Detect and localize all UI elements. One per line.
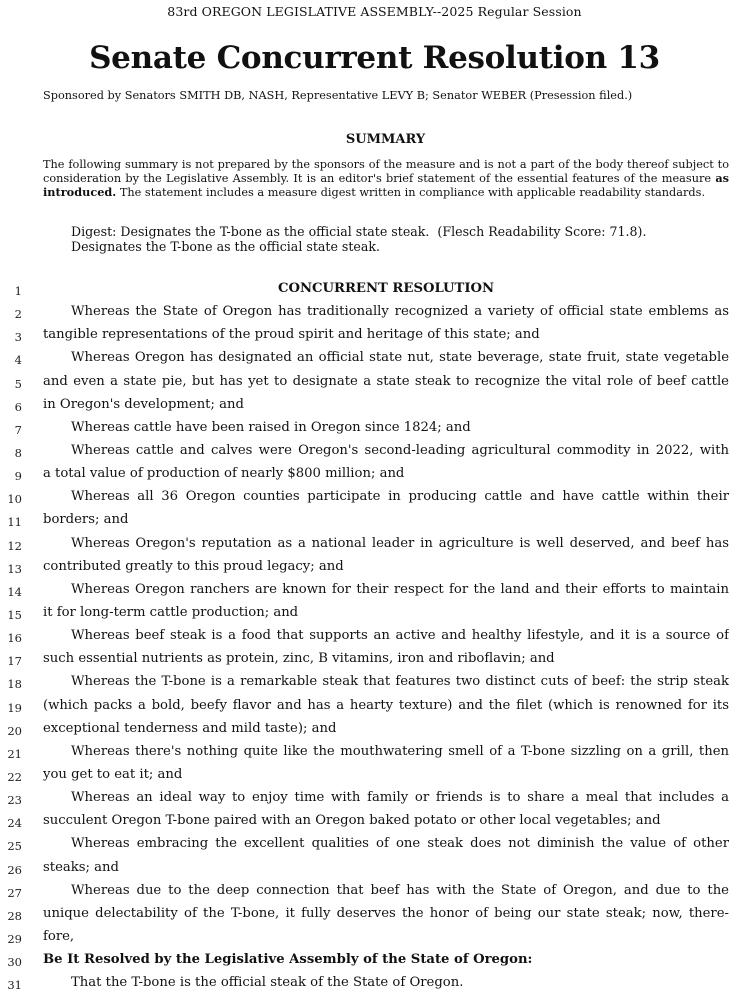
line-number: 24 xyxy=(7,816,22,831)
resolution-line xyxy=(0,788,749,811)
session-header: 83rd OREGON LEGISLATIVE ASSEMBLY--2025 Regular Session xyxy=(167,4,582,19)
resolution-line xyxy=(0,603,749,626)
resolution-line xyxy=(0,348,749,371)
line-text: Whereas the T-bone is a remarkable steak that features two distinct cuts of beef: the strip steak xyxy=(71,674,729,690)
line-text: Whereas due to the deep connection that beef has with the State of Oregon, and due to the xyxy=(71,882,729,898)
line-text: (which packs a bold, beefy flavor and has a hearty texture) and the filet (which is renowned for its xyxy=(43,697,729,713)
line-text: Whereas cattle and calves were Oregon's second-leading agricultural commodity in 2022, with xyxy=(71,442,729,458)
resolution-line xyxy=(0,372,749,395)
line-number: 14 xyxy=(7,584,22,599)
line-text: unique delectability of the T-bone, it fully deserves the honor of being our state steak; now, there- xyxy=(43,905,729,921)
resolution-line xyxy=(0,927,749,950)
resolution-line xyxy=(0,510,749,533)
resolution-body xyxy=(0,279,749,996)
line-text: such essential nutrients as protein, zinc, B vitamins, iron and riboflavin; and xyxy=(43,651,555,667)
line-number: 15 xyxy=(7,607,22,622)
line-text: exceptional tenderness and mild taste); and xyxy=(43,720,337,736)
resolution-line xyxy=(0,672,749,695)
line-text: Whereas embracing the excellent qualities of one steak does not diminish the value of other xyxy=(71,836,729,852)
line-number: 28 xyxy=(7,908,22,923)
resolution-line xyxy=(0,441,749,464)
line-number: 6 xyxy=(14,399,22,414)
resolution-line xyxy=(0,719,749,742)
line-number: 10 xyxy=(7,492,22,507)
line-number: 30 xyxy=(7,955,22,970)
line-number: 13 xyxy=(7,561,22,576)
resolution-heading: CONCURRENT RESOLUTION xyxy=(277,281,495,296)
line-text: Whereas an ideal way to enjoy time with family or friends is to share a meal that includes a xyxy=(71,790,729,806)
line-text: contributed greatly to this proud legacy; and xyxy=(43,558,344,574)
line-number: 25 xyxy=(7,839,22,854)
resolution-line xyxy=(0,580,749,603)
line-number: 11 xyxy=(7,515,22,530)
line-text: Whereas cattle have been raised in Oregon since 1824; and xyxy=(71,419,471,435)
line-number: 29 xyxy=(7,931,22,946)
resolution-line xyxy=(0,534,749,557)
summary-heading: SUMMARY xyxy=(345,132,426,147)
line-text: Whereas Oregon has designated an official state nut, state beverage, state fruit, state vegetable xyxy=(71,350,729,366)
resolution-line xyxy=(0,834,749,857)
line-text: Whereas the State of Oregon has traditionally recognized a variety of official state emblems as xyxy=(71,304,729,320)
resolution-line xyxy=(0,742,749,765)
resolution-line xyxy=(0,881,749,904)
line-text: borders; and xyxy=(43,512,129,528)
line-number: 31 xyxy=(7,978,22,993)
line-number: 8 xyxy=(14,445,22,460)
resolution-line xyxy=(0,696,749,719)
resolution-line xyxy=(0,649,749,672)
resolution-line xyxy=(0,487,749,510)
resolution-line xyxy=(0,626,749,649)
digest-line-1: Digest: Designates the T-bone as the official state steak. (Flesch Readability Score: 71.8). xyxy=(71,224,647,239)
line-text: Whereas there's nothing quite like the mouthwatering smell of a T-bone sizzling on a grill, then xyxy=(71,743,729,759)
resolution-line xyxy=(0,765,749,788)
summary-text-part2: The statement includes a measure digest written in compliance with applicable readability standards. xyxy=(116,185,706,199)
resolution-line xyxy=(0,858,749,881)
summary-text-part1: The following summary is not prepared by the sponsors of the measure and is not a part of the body thereof subject to consideration by the Legislative Assembly. It is an editor's brief statement of the essential features of the measure xyxy=(43,158,729,185)
line-number: 5 xyxy=(14,376,22,391)
line-number: 22 xyxy=(7,769,22,784)
line-number: 9 xyxy=(14,469,22,484)
line-number: 1 xyxy=(14,284,22,298)
line-number: 16 xyxy=(7,631,22,646)
line-number: 21 xyxy=(7,746,22,761)
line-text: Whereas Oregon's reputation as a national leader in agriculture is well deserved, and beef has xyxy=(71,535,729,551)
line-number: 3 xyxy=(14,330,22,345)
line-text: succulent Oregon T-bone paired with an Oregon baked potato or other local vegetables; and xyxy=(43,813,661,829)
digest-line-2: Designates the T-bone as the official state steak. xyxy=(71,238,381,254)
line-number: 27 xyxy=(7,885,22,900)
line-text: it for long-term cattle production; and xyxy=(43,604,299,620)
line-text: Whereas all 36 Oregon counties participate in producing cattle and have cattle within their xyxy=(71,489,729,505)
line-text: steaks; and xyxy=(43,859,119,875)
resolution-line xyxy=(0,395,749,418)
line-number: 20 xyxy=(7,723,22,738)
resolution-line xyxy=(0,302,749,325)
resolved-clause: Be It Resolved by the Legislative Assembly of the State of Oregon: xyxy=(43,952,533,968)
line-number: 12 xyxy=(7,538,22,553)
sponsors-line: Sponsored by Senators SMITH DB, NASH, Representative LEVY B; Senator WEBER (Presession filed.) xyxy=(43,89,633,102)
line-number: 26 xyxy=(7,862,22,877)
line-text: and even a state pie, but has yet to designate a state steak to recognize the vital role of beef cattle xyxy=(43,373,729,389)
page-title: Senate Concurrent Resolution 13 xyxy=(89,40,660,76)
resolution-line xyxy=(0,557,749,580)
line-number: 23 xyxy=(7,793,22,808)
line-text: Whereas Oregon ranchers are known for their respect for the land and their efforts to maintain xyxy=(71,581,729,597)
line-text: you get to eat it; and xyxy=(43,766,183,782)
line-text: in Oregon's development; and xyxy=(43,396,244,412)
digest xyxy=(71,225,731,254)
line-number: 4 xyxy=(14,353,22,368)
line-text: a total value of production of nearly $800 million; and xyxy=(43,466,405,482)
line-number: 18 xyxy=(7,677,22,692)
resolution-line xyxy=(0,811,749,834)
line-text: Whereas beef steak is a food that supports an active and healthy lifestyle, and it is a source of xyxy=(71,628,729,644)
line-number: 7 xyxy=(14,422,22,437)
resolution-line xyxy=(0,950,749,973)
line-text: That the T-bone is the official steak of the State of Oregon. xyxy=(71,975,464,991)
summary-text-bold: as introduced. xyxy=(43,170,729,199)
resolution-line xyxy=(0,418,749,441)
resolution-line xyxy=(0,973,749,996)
line-number: 17 xyxy=(7,654,22,669)
summary-body xyxy=(43,159,729,199)
resolution-line xyxy=(0,279,749,302)
resolution-line xyxy=(0,464,749,487)
resolution-line xyxy=(0,325,749,348)
line-text: tangible representations of the proud spirit and heritage of this state; and xyxy=(43,327,540,343)
line-text: fore, xyxy=(43,928,75,944)
resolution-line xyxy=(0,904,749,927)
line-number: 19 xyxy=(7,700,22,715)
line-number: 2 xyxy=(14,307,22,322)
